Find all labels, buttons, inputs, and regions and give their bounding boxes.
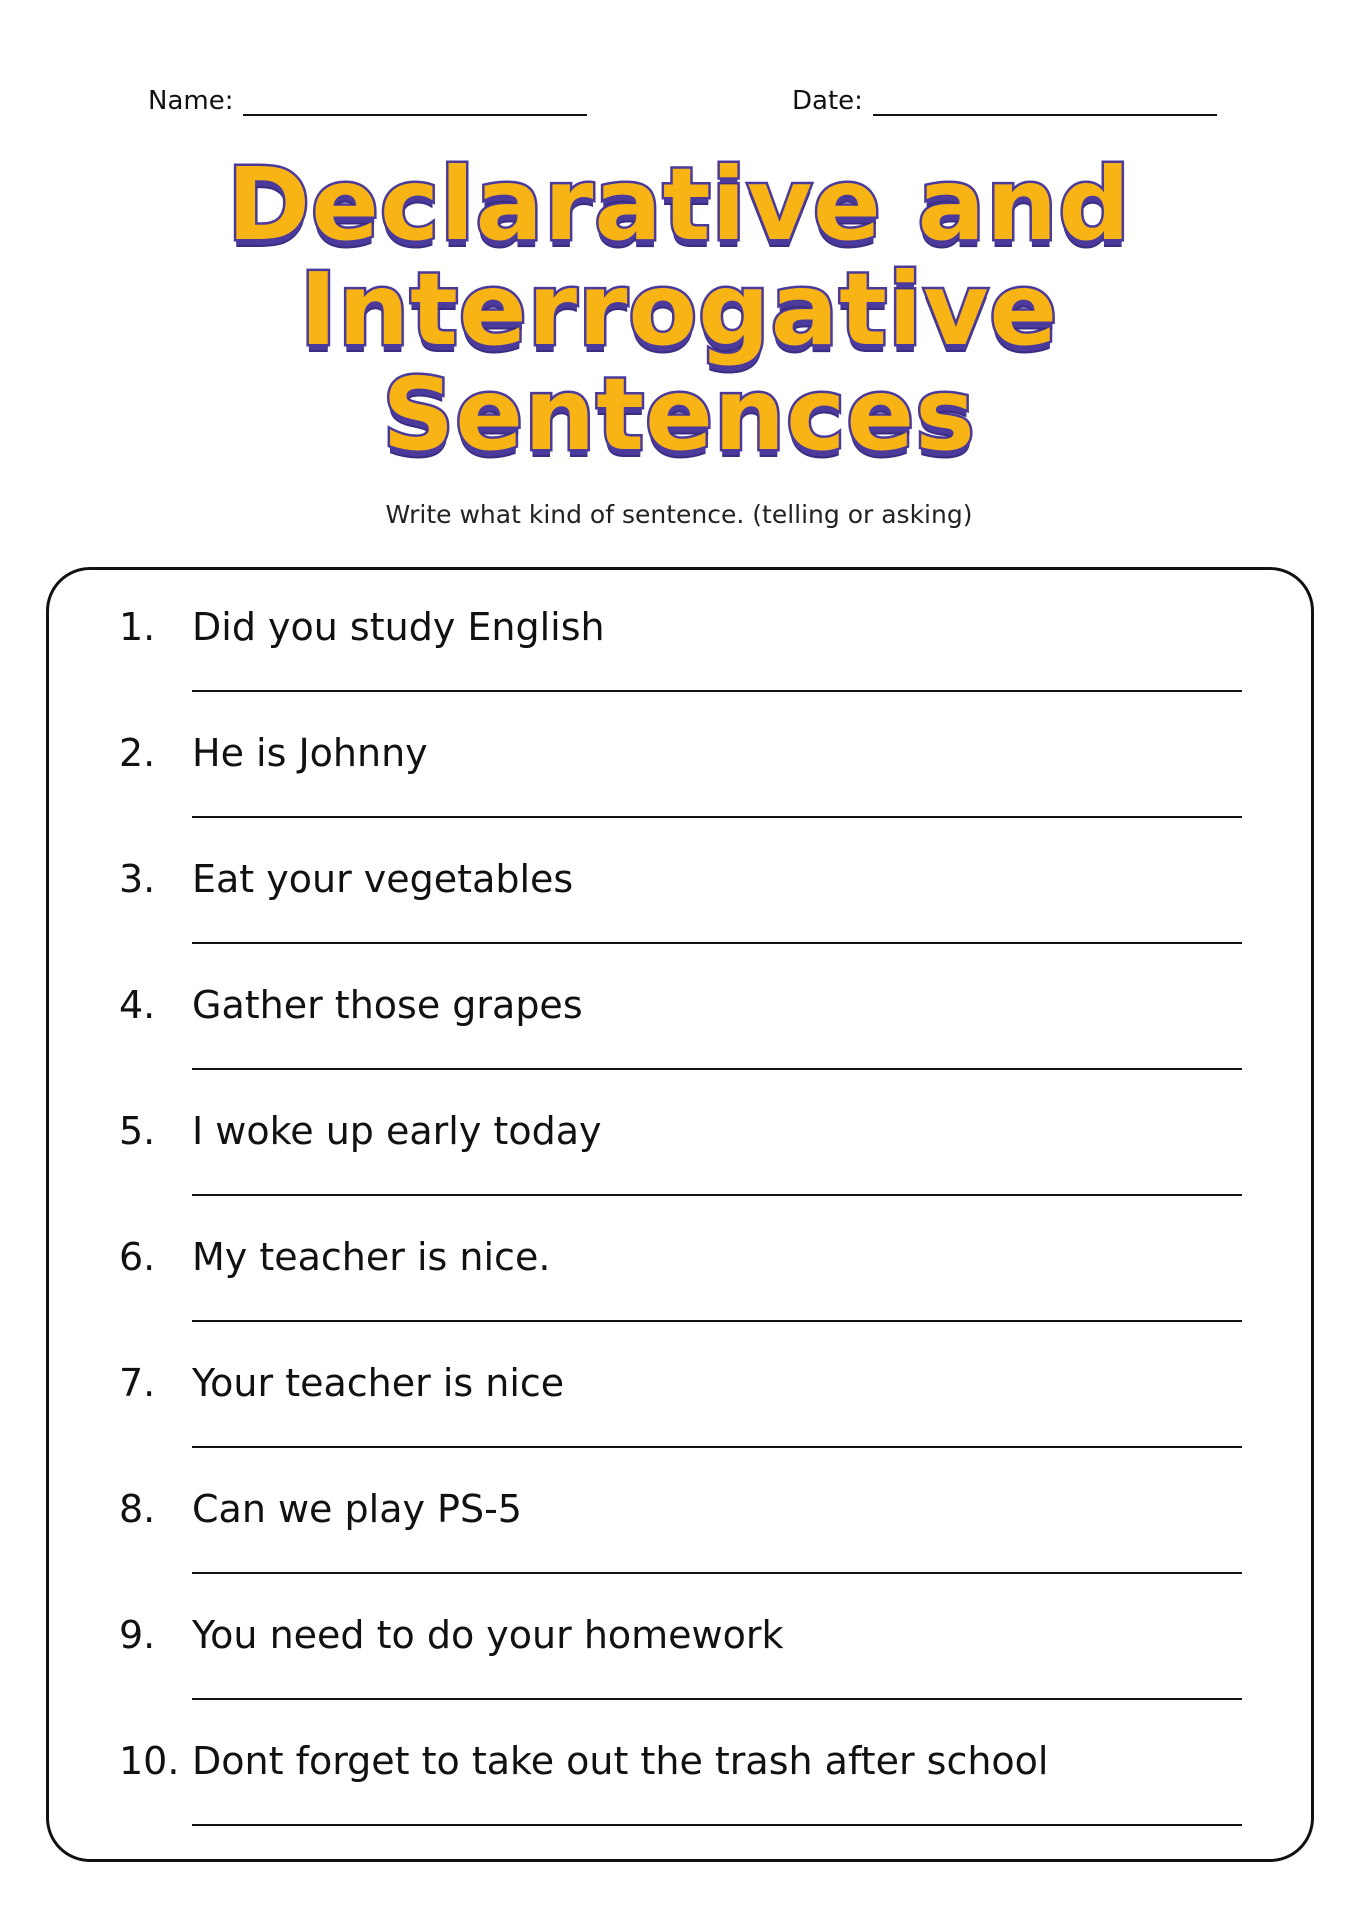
name-input-line[interactable] [243,84,587,116]
question-text: Can we play PS-5 [192,1487,522,1531]
question-text: My teacher is nice. [192,1235,551,1279]
question-number: 7. [119,1361,156,1405]
question-number: 10. [119,1739,180,1783]
questions-panel [46,567,1314,1862]
question-item [49,604,1317,729]
date-input-line[interactable] [873,84,1217,116]
answer-line[interactable] [192,1572,1242,1574]
answer-line[interactable] [192,1320,1242,1322]
answer-line[interactable] [192,942,1242,944]
instructions: Write what kind of sentence. (telling or asking) [385,500,973,529]
title-line-3: Sentences [382,356,976,473]
name-label: Name: [148,86,234,116]
question-text: You need to do your homework [192,1613,784,1657]
question-text: Your teacher is nice [192,1361,565,1405]
question-item [49,1738,1317,1863]
question-number: 8. [119,1487,156,1531]
question-number: 9. [119,1613,156,1657]
question-item [49,856,1317,981]
question-item [49,1486,1317,1611]
question-number: 2. [119,731,156,775]
title-line-2: Interrogative [299,251,1059,368]
question-text: Gather those grapes [192,983,583,1027]
question-number: 3. [119,857,156,901]
date-label: Date: [792,86,863,116]
question-number: 6. [119,1235,156,1279]
question-text: Did you study English [192,605,605,649]
question-item [49,1612,1317,1737]
worksheet-title [0,146,1358,473]
question-item [49,1234,1317,1359]
answer-line[interactable] [192,1194,1242,1196]
question-item [49,1360,1317,1485]
question-text: I woke up early today [192,1109,602,1153]
question-text: Eat your vegetables [192,857,574,901]
question-number: 1. [119,605,156,649]
question-item [49,1108,1317,1233]
header-row [0,84,1358,124]
date-field [792,84,1217,116]
answer-line[interactable] [192,1824,1242,1826]
question-item [49,982,1317,1107]
question-number: 4. [119,983,156,1027]
name-field [148,84,587,116]
answer-line[interactable] [192,1698,1242,1700]
question-item [49,730,1317,855]
question-number: 5. [119,1109,156,1153]
question-text: He is Johnny [192,731,428,775]
title-line-1: Declarative and [227,146,1131,263]
answer-line[interactable] [192,690,1242,692]
question-text: Dont forget to take out the trash after school [192,1739,1049,1783]
answer-line[interactable] [192,1446,1242,1448]
answer-line[interactable] [192,816,1242,818]
answer-line[interactable] [192,1068,1242,1070]
